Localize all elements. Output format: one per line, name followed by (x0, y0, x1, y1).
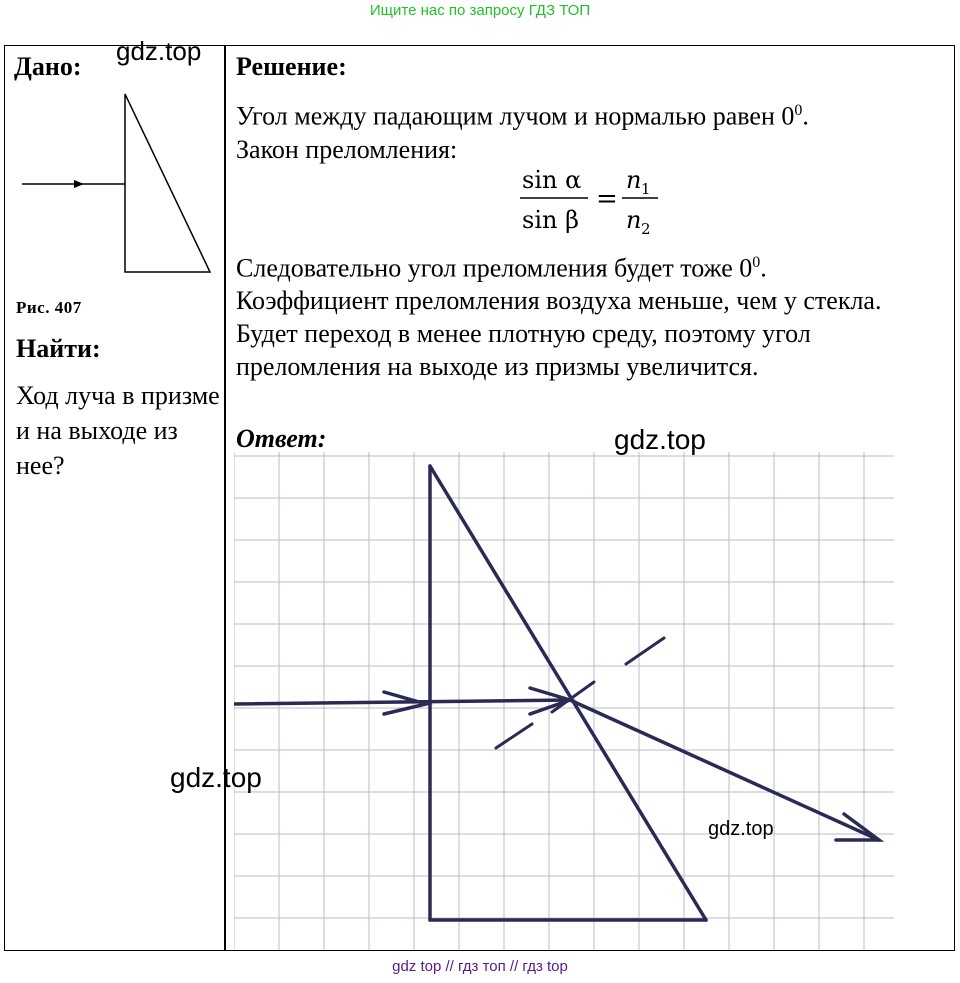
watermark-2: gdz.top (614, 424, 706, 455)
given-heading: Дано: (14, 52, 82, 81)
formula-equals: = (596, 184, 618, 214)
solution-line-2: Закон преломления: (236, 134, 458, 164)
watermark-4: gdz.top (708, 818, 774, 840)
formula-num-right-sub: 1 (641, 180, 651, 198)
answer-prism (430, 466, 706, 920)
ray-arrowhead (74, 180, 84, 188)
column-divider (224, 45, 226, 951)
solution-line-4: Коэффициент преломления воздуха меньше, чем у стекла. (236, 286, 882, 316)
formula-num-right: n (626, 166, 642, 194)
watermark-3: gdz.top (170, 762, 262, 793)
exit-arrowhead (836, 814, 879, 840)
formula-den-right-sub: 2 (641, 220, 651, 238)
formula-den-left: sin β (522, 206, 579, 234)
formula-den-right: n (626, 206, 642, 234)
prism-triangle (125, 94, 210, 272)
search-hint-link[interactable]: Ищите нас по запросу ГДЗ ТОП (369, 2, 591, 19)
formula-num-left: sin α (522, 166, 582, 194)
answer-ray (234, 688, 879, 840)
find-heading: Найти: (16, 334, 101, 363)
prism-hypotenuse (430, 466, 706, 920)
solution-heading: Решение: (236, 52, 347, 81)
find-text: Ход луча в призме и на выходе из нее? (16, 381, 220, 480)
solution-line-1: Угол между падающим лучом и нормалью равен $0^0$. (236, 101, 809, 131)
answer-heading: Ответ: (236, 424, 327, 453)
solution-line-3: Следовательно угол преломления будет тоже $0^0$. (236, 253, 767, 283)
answer-grid-drawing (234, 452, 894, 950)
figure-caption: Рис. 407 (16, 298, 82, 317)
refraction-formula (516, 160, 676, 240)
ray-through-prism (234, 700, 570, 704)
watermark-1: gdz.top (116, 36, 202, 66)
footer-links[interactable]: gdz top // гдз топ // гдз top (392, 958, 568, 975)
solution-line-5: Будет переход в менее плотную среду, поэтому угол преломления на выходе из призмы увеличится. (236, 319, 811, 382)
given-prism-figure (16, 92, 216, 282)
